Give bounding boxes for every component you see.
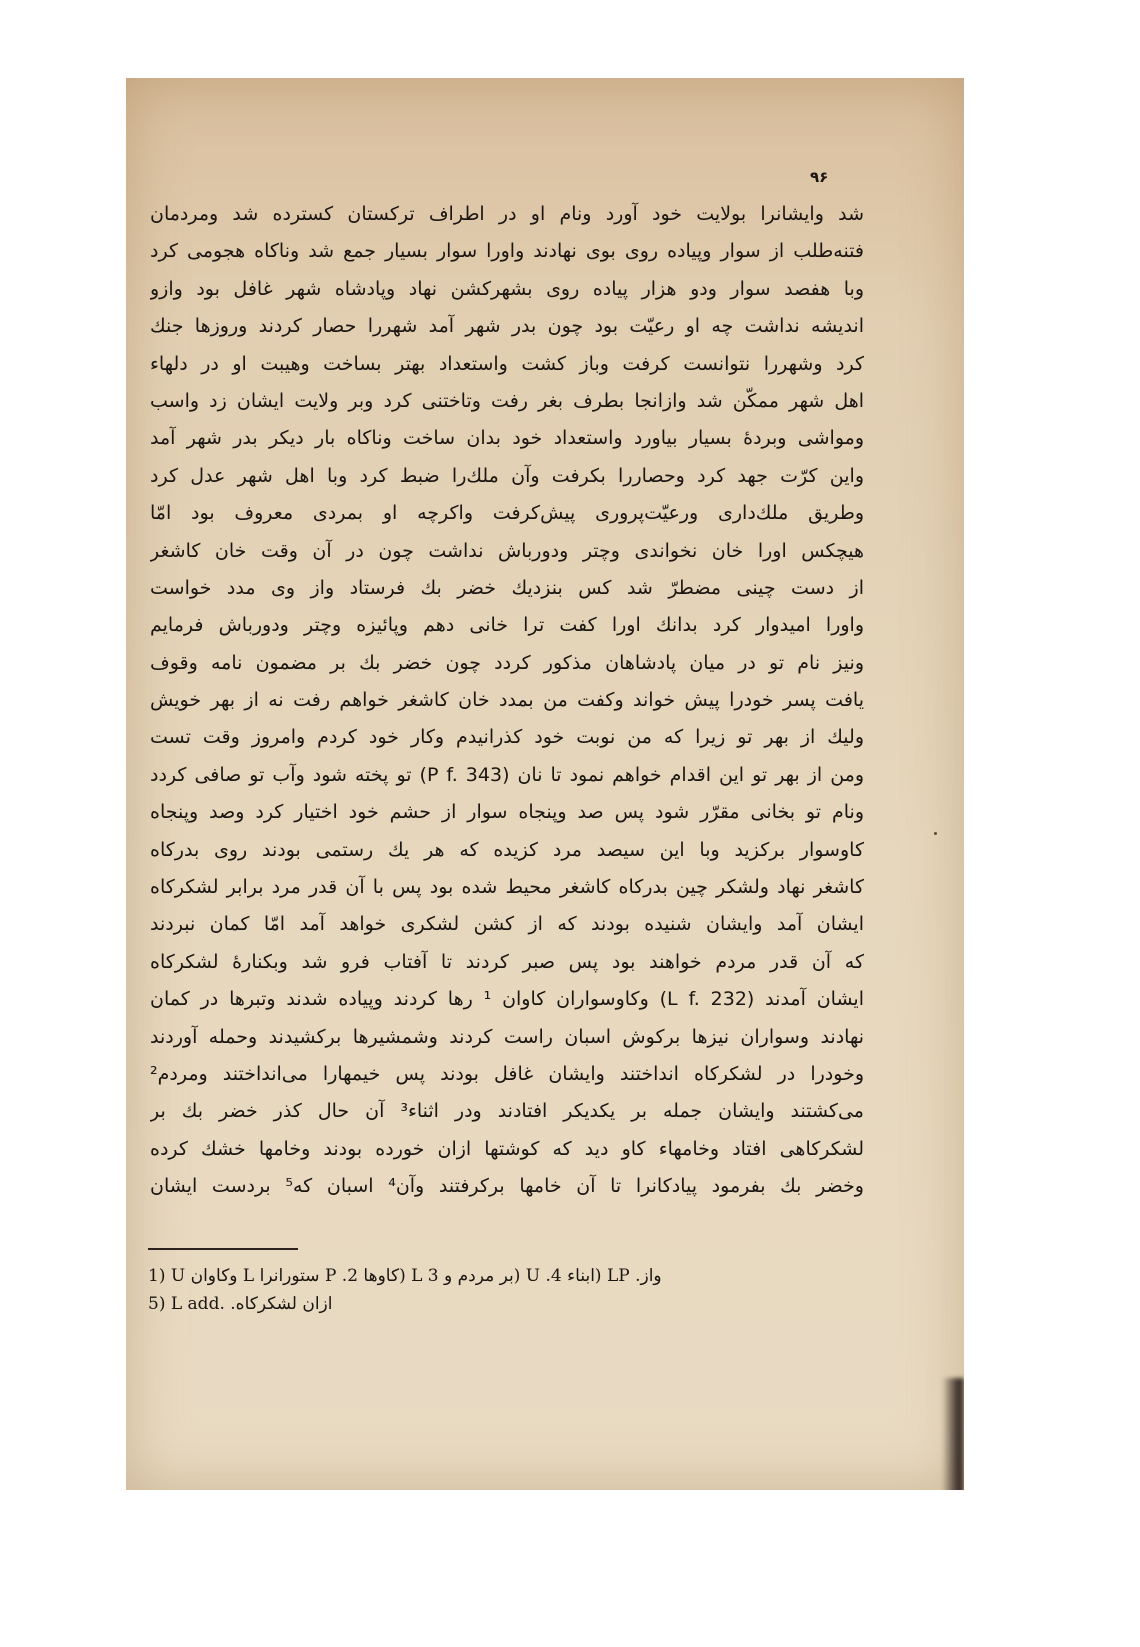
text-line: ولیك از بهر تو زیرا که من نوبت خود کذرانیدم وکار خود کردم وامروز وقت تست [150, 726, 864, 749]
text-line: فتنه‌طلب از سوار وپیاده روی بوی نهادند واورا سوار بسیار جمع شد وناکاه هجومی کرد [150, 240, 864, 263]
text-line: هیچکس اورا خان نخواندی وچتر ودورباش نداشت چون در آن وقت خان کاشغر [150, 539, 864, 562]
text-line: وخودرا در لشکرکاه انداختند وایشان غافل بودند پس خیمهارا می‌انداختند ومردم² [150, 1062, 864, 1085]
stray-mark [934, 832, 937, 835]
page-number: ۹۶ [810, 168, 829, 186]
text-line: وبا هفصد سوار ودو هزار پیاده روی بشهرکشن نهاد وپادشاه شهر غافل بود وازو [150, 277, 864, 300]
binding-shadow [942, 1378, 964, 1490]
text-line: ایشان آمد وایشان شنیده بودند که از کشن لشکری خواهد آمد امّا کمان نبردند [150, 913, 864, 936]
main-text-block [150, 196, 864, 1206]
text-line: می‌کشتند وایشان جمله بر یکدیکر افتادند ودر اثناء³ آن حال کذر خضر بك بر [150, 1100, 864, 1123]
text-line: کاوسوار برکزید وبا این سیصد مرد کزیده که هر یك رستمی بودند روی بدرکاه [150, 838, 864, 861]
text-line: واین کرّت جهد کرد وحصاررا بکرفت وآن ملك‌را ضبط کرد وبا اهل شهر عدل کرد [150, 464, 864, 487]
text-line: ایشان آمدند (L f. 232) وکاوسواران کاوان ¹ رها کردند وپیاده شدند وتبرها در کمان [150, 988, 864, 1011]
footnote-separator [148, 1248, 298, 1250]
text-line: وخضر بك بفرمود پیادکانرا تا آن خامها برکرفتند وآن⁴ اسبان که⁵ بردست ایشان [150, 1175, 864, 1198]
text-line: اهل شهر ممکّن شد وازانجا بطرف بغر رفت وتاختنی کرد وبر ولایت ایشان زد واسب [150, 389, 864, 412]
text-line: ونام تو بخانی مقرّر شود پس صد وپنجاه سوار از حشم خود اختیار کرد وصد وپنجاه [150, 801, 864, 824]
text-line: ومواشی وبردهٔ بسیار بیاورد واستعداد خود بدان ساخت وناکاه بار دیکر بدر شهر آمد [150, 427, 864, 450]
text-line: واورا امیدوار کرد بدانك اورا کفت ترا خانی دهم وپائیزه وچتر ودورباش فرمایم [150, 614, 864, 637]
text-line: از دست چینی مضطرّ شد کس بنزدیك خضر بك فرستاد واز وی مدد خواست [150, 576, 864, 599]
text-line: نهادند وسواران نیزها برکوش اسبان راست کردند وشمشیرها برکشیدند وحمله آوردند [150, 1025, 864, 1048]
footnotes-block [148, 1262, 868, 1318]
text-line: شد وایشانرا بولایت خود آورد ونام او در اطراف ترکستان کسترده شد ومردمان [150, 203, 864, 225]
text-line: ومن از بهر تو این اقدام خواهم نمود تا نان (P f. 343) تو پخته شود وآب تو صافی کردد [150, 763, 864, 786]
text-line: کاشغر نهاد ولشکر چین بدرکاه کاشغر محیط شده بود پس با آن قدر مرد برابر لشکرکاه [150, 876, 864, 899]
text-line: اندیشه نداشت چه او رعیّت بود چون بدر شهر آمد شهررا حصار کردند وروزها جنك [150, 315, 864, 338]
footnote-line: 1) U وکاوان L ستورانرا P .کاوها 2) L بر مردم و 3) U .ابناء 4) LP .واز [148, 1266, 662, 1286]
text-line: یافت پسر خودرا پیش خواند وکفت من بمدد خان کاشغر خواهم رفت نه از بهر خویش [150, 689, 864, 712]
text-line: ونیز نام تو در میان پادشاهان مذکور کردد چون خضر بك بر مضمون نامه وقوف [150, 651, 864, 674]
text-line: که آن قدر مردم خواهند بود پس صبر کردند تا آفتاب فرو شد وبکنارهٔ لشکرکاه [150, 950, 864, 973]
text-line: لشکرکاهی افتاد وخامهاء کاو دید که کوشتها ازان خورده بودند وخامها خشك کرده [150, 1137, 864, 1160]
text-line: کرد وشهررا نتوانست کرفت وباز کشت واستعداد بهتر بساخت وهیبت او در دلهاء [150, 352, 864, 375]
text-line: وطریق ملك‌داری ورعیّت‌پروری پیش‌کرفت واکرچه او بمردی معروف بود امّا [150, 502, 864, 525]
footnote-line: 5) L add. .ازان لشکرکاه [148, 1294, 333, 1314]
